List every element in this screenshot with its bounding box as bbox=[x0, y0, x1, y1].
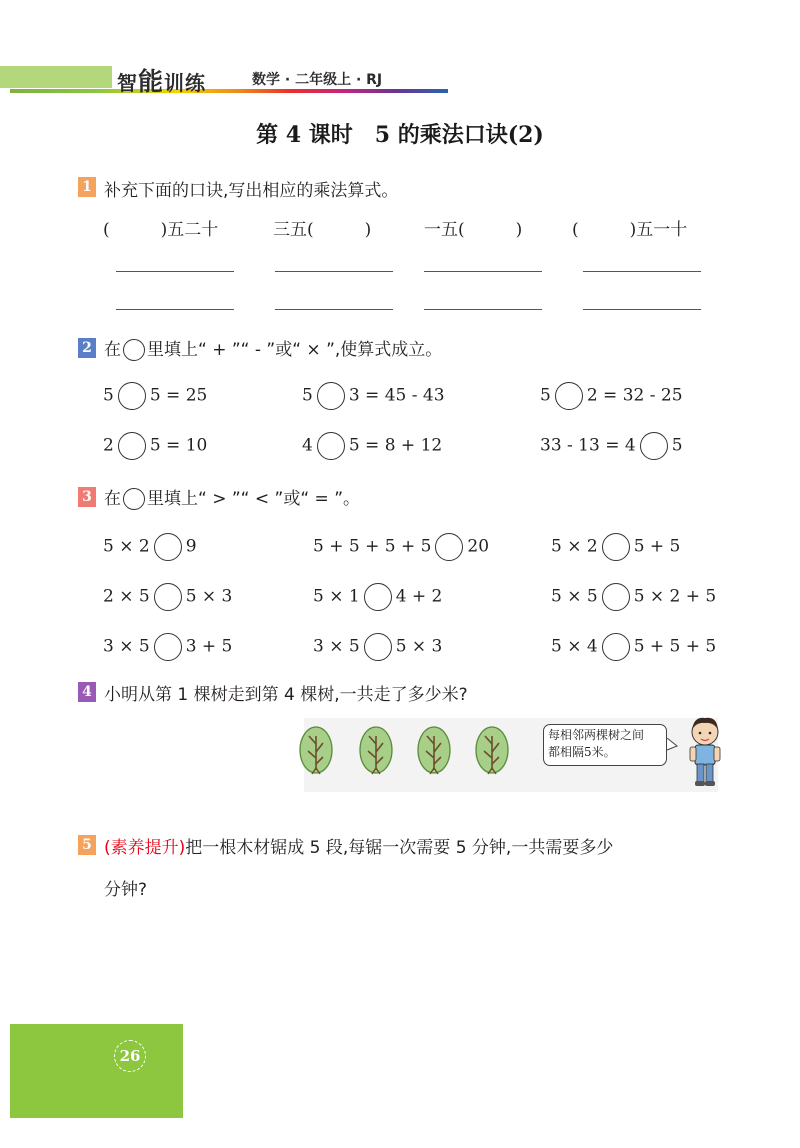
tree-icon bbox=[360, 727, 392, 774]
q5-text-line-2: 分钟? bbox=[104, 880, 148, 900]
q1-answer-line[interactable] bbox=[583, 271, 701, 272]
speech-bubble bbox=[543, 724, 667, 766]
bubble-line-1: 每相邻两棵树之间 bbox=[548, 728, 645, 742]
q3-comparison: 5 × 5 5 × 2 + 5 bbox=[551, 583, 716, 611]
q3-number-badge: 3 bbox=[78, 487, 96, 507]
answer-circle[interactable] bbox=[602, 583, 630, 611]
answer-circle[interactable] bbox=[602, 633, 630, 661]
q3-comparison: 5 × 2 5 + 5 bbox=[551, 533, 680, 561]
q3-comparison: 2 × 5 5 × 3 bbox=[103, 583, 232, 611]
tree-icon bbox=[476, 727, 508, 774]
trees-illustration bbox=[296, 718, 536, 794]
q1-answer-line[interactable] bbox=[424, 309, 542, 310]
answer-circle[interactable] bbox=[640, 432, 668, 460]
answer-circle[interactable] bbox=[317, 432, 345, 460]
q1-item-4: ( )五一十 bbox=[572, 220, 688, 240]
boy-icon bbox=[686, 716, 724, 790]
q5-tag: (素养提升) bbox=[104, 838, 186, 858]
q3-comparison: 5 × 4 5 + 5 + 5 bbox=[551, 633, 716, 661]
answer-circle[interactable] bbox=[555, 382, 583, 410]
q4-number-badge: 4 bbox=[78, 682, 96, 702]
tree-icon bbox=[418, 727, 450, 774]
q1-answer-line[interactable] bbox=[116, 309, 234, 310]
bubble-tail-icon bbox=[664, 738, 678, 752]
q1-item-1: ( )五二十 bbox=[103, 220, 219, 240]
header-rainbow-line bbox=[10, 89, 448, 93]
q1-text: 补充下面的口诀,写出相应的乘法算式。 bbox=[104, 181, 399, 201]
q2-equation: 5 3 = 45 - 43 bbox=[302, 382, 445, 410]
q1-item-3: 一五( ) bbox=[424, 220, 523, 240]
answer-circle[interactable] bbox=[118, 432, 146, 460]
footer-green-block bbox=[10, 1024, 183, 1118]
page-title: 第 4 课时 5 的乘法口诀(2) bbox=[256, 122, 544, 148]
answer-circle[interactable] bbox=[118, 382, 146, 410]
subject-label: 数学 · 二年级上 · RJ bbox=[252, 72, 383, 88]
answer-circle[interactable] bbox=[602, 533, 630, 561]
q1-answer-line[interactable] bbox=[583, 309, 701, 310]
q2-equation: 2 5 = 10 bbox=[103, 432, 207, 460]
q2-equation: 4 5 = 8 + 12 bbox=[302, 432, 442, 460]
q2-equation: 5 2 = 32 - 25 bbox=[540, 382, 683, 410]
bubble-line-2: 都相隔5米。 bbox=[548, 745, 616, 759]
q2-equation: 5 5 = 25 bbox=[103, 382, 207, 410]
brand-title: 智能训练 bbox=[117, 67, 207, 96]
tree-icon bbox=[300, 727, 332, 774]
answer-circle[interactable] bbox=[154, 583, 182, 611]
q1-answer-line[interactable] bbox=[275, 271, 393, 272]
q2-equation: 33 - 13 = 4 5 bbox=[540, 432, 683, 460]
q1-answer-line[interactable] bbox=[116, 271, 234, 272]
q2-text: 在 里填上“ + ”“ - ”或“ × ”,使算式成立。 bbox=[104, 340, 443, 360]
q3-comparison: 3 × 5 3 + 5 bbox=[103, 633, 232, 661]
circle-icon bbox=[123, 339, 145, 361]
q4-text: 小明从第 1 棵树走到第 4 棵树,一共走了多少米? bbox=[104, 685, 468, 705]
q3-comparison: 5 × 2 9 bbox=[103, 533, 197, 561]
q5-number-badge: 5 bbox=[78, 835, 96, 855]
answer-circle[interactable] bbox=[364, 583, 392, 611]
q3-comparison: 5 + 5 + 5 + 5 20 bbox=[313, 533, 489, 561]
header-green-bar bbox=[0, 66, 112, 88]
q5-text-line-1: (素养提升)把一根木材锯成 5 段,每锯一次需要 5 分钟,一共需要多少 bbox=[104, 838, 614, 858]
answer-circle[interactable] bbox=[435, 533, 463, 561]
q2-number-badge: 2 bbox=[78, 338, 96, 358]
q1-number-badge: 1 bbox=[78, 177, 96, 197]
page-number: 26 bbox=[114, 1040, 146, 1072]
q3-comparison: 5 × 1 4 + 2 bbox=[313, 583, 442, 611]
q3-comparison: 3 × 5 5 × 3 bbox=[313, 633, 442, 661]
q1-answer-line[interactable] bbox=[275, 309, 393, 310]
answer-circle[interactable] bbox=[154, 633, 182, 661]
answer-circle[interactable] bbox=[154, 533, 182, 561]
answer-circle[interactable] bbox=[317, 382, 345, 410]
q1-answer-line[interactable] bbox=[424, 271, 542, 272]
q1-item-2: 三五( ) bbox=[273, 220, 372, 240]
answer-circle[interactable] bbox=[364, 633, 392, 661]
q3-text: 在 里填上“ > ”“ < ”或“ = ”。 bbox=[104, 489, 360, 509]
circle-icon bbox=[123, 488, 145, 510]
